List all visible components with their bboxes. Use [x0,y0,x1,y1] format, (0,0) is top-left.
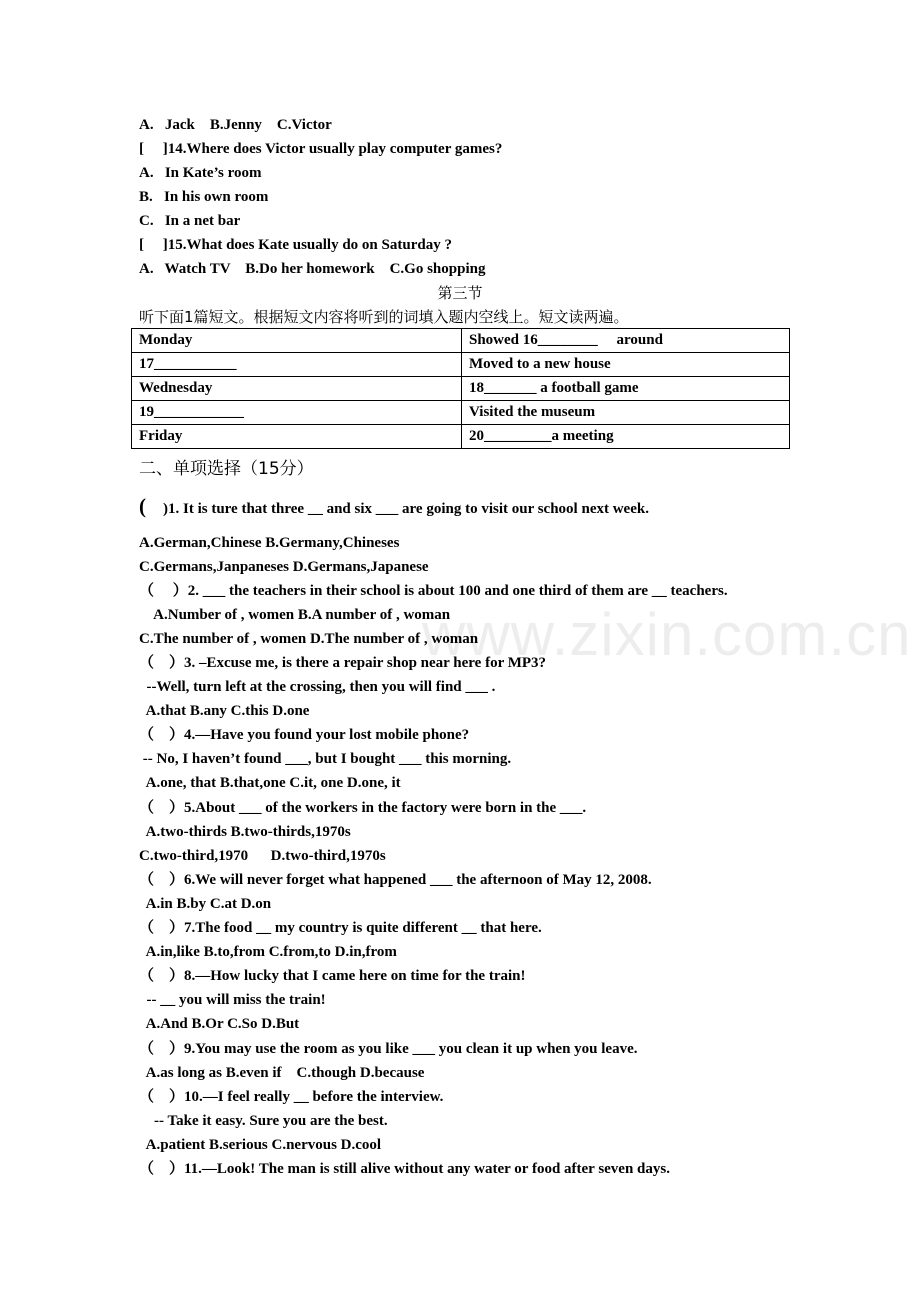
table-row [132,401,790,425]
table-cell: Visited the museum [462,401,790,425]
table-cell: 19____________ [132,401,462,425]
question-15-options: A. Watch TV B.Do her homework C.Go shopping [139,261,486,277]
question-5-options-cd: C.two-third,1970 D.two-third,1970s [139,848,386,864]
question-3-reply: --Well, turn left at the crossing, then you will find ___ . [139,679,496,695]
table-row [132,425,790,449]
question-3: （ ）3. –Excuse me, is there a repair shop near here for MP3? [139,655,547,671]
question-6: （ ）6.We will never forget what happened ___ the afternoon of May 12, 2008. [139,872,652,888]
table-cell: Wednesday [132,377,462,401]
question-10-options: A.patient B.serious C.nervous D.cool [139,1137,382,1153]
question-10: （ ）10.—I feel really __ before the interview. [139,1089,444,1105]
question-6-options: A.in B.by C.at D.on [139,896,272,912]
question-10-reply: -- Take it easy. Sure you are the best. [139,1113,388,1129]
section-3-instruction: 听下面1篇短文。根据短文内容将听到的词填入题内空线上。短文读两遍。 [139,308,629,326]
question-8-reply: -- __ you will miss the train! [139,992,326,1008]
table-cell: 17___________ [132,353,462,377]
question-1-options-ab: A.German,Chinese B.Germany,Chineses [139,535,400,551]
table-cell: 20_________a meeting [462,425,790,449]
question-3-options: A.that B.any C.this D.one [139,703,310,719]
question-2-options-cd: C.The number of , women D.The number of , woman [139,631,479,647]
question-9: （ ）9.You may use the room as you like ___ you clean it up when you leave. [139,1041,638,1057]
question-4-reply: -- No, I haven’t found ___, but I bought ___ this morning. [139,751,512,767]
question-7-options: A.in,like B.to,from C.from,to D.in,from [139,944,397,960]
question-8: （ ）8.—How lucky that I came here on time for the train! [139,968,526,984]
table-cell: Friday [132,425,462,449]
question-5-options-ab: A.two-thirds B.two-thirds,1970s [139,824,351,840]
table-cell: 18_______ a football game [462,377,790,401]
question-1 [139,494,649,518]
question-4-options: A.one, that B.that,one C.it, one D.one, it [139,775,401,791]
question-14: [ ]14.Where does Victor usually play computer games? [139,141,503,157]
question-14-option-c: C. In a net bar [139,213,241,229]
question-4: （ ）4.—Have you found your lost mobile phone? [139,727,470,743]
question-7: （ ）7.The food __ my country is quite different __ that here. [139,920,542,936]
table-row [132,353,790,377]
question-1-text: )1. It is ture that three __ and six ___ are going to visit our school next week. [163,501,649,517]
question-1-options-cd: C.Germans,Janpaneses D.Germans,Japanese [139,559,429,575]
question-8-options: A.And B.Or C.So D.But [139,1016,300,1032]
question-14-option-a: A. In Kate’s room [139,165,262,181]
table-cell: Moved to a new house [462,353,790,377]
question-2-options-ab: A.Number of , women B.A number of , woman [139,607,451,623]
question-1-paren: ( [139,494,146,518]
question-9-options: A.as long as B.even if C.though D.because [139,1065,425,1081]
table-cell: Showed 16________ around [462,329,790,353]
question-14-option-b: B. In his own room [139,189,269,205]
question-15: [ ]15.What does Kate usually do on Saturday ? [139,237,452,253]
part-2-heading: 二、单项选择（15分） [139,459,314,479]
answer-options-13: A. Jack B.Jenny C.Victor [139,117,332,133]
section-3-title: 第三节 [437,284,483,302]
question-11: （ ）11.—Look! The man is still alive without any water or food after seven days. [139,1161,670,1177]
watermark: www.zixin.com.cn [422,601,912,668]
fill-in-table [131,328,790,449]
table-row [132,329,790,353]
question-2: （ ）2. ___ the teachers in their school is about 100 and one third of them are __ teachers. [139,583,728,599]
table-cell: Monday [132,329,462,353]
question-5: （ ）5.About ___ of the workers in the factory were born in the ___. [139,800,587,816]
table-row [132,377,790,401]
